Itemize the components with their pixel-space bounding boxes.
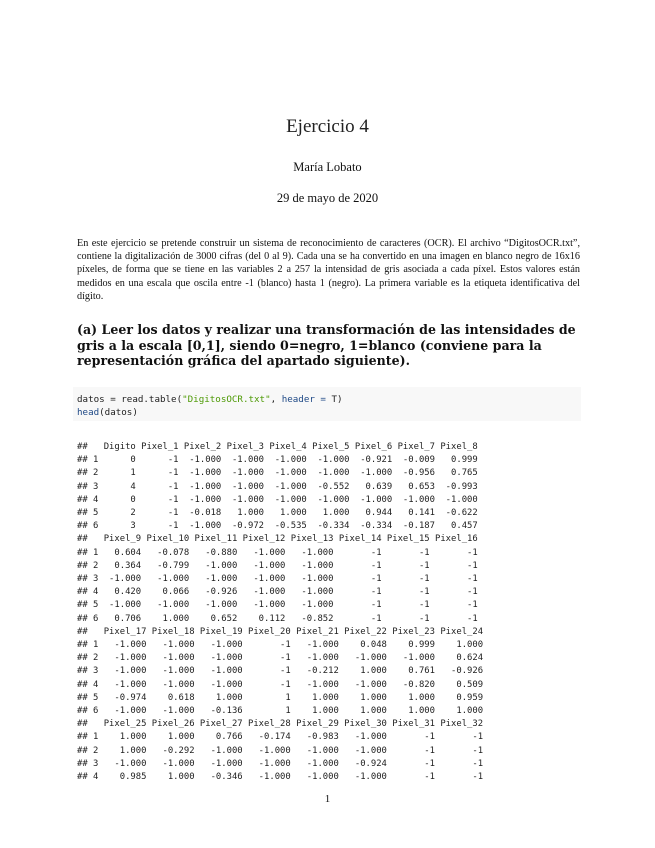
- output-line: ## 2 1 -1 -1.000 -1.000 -1.000 -1.000 -1.000 -0.956 0.765: [77, 468, 478, 479]
- output-line: ## 1 0 -1 -1.000 -1.000 -1.000 -1.000 -0.921 -0.009 0.999: [77, 455, 478, 466]
- output-line: ## 5 2 -1 -0.018 1.000 1.000 1.000 0.944 0.141 -0.622: [77, 508, 478, 519]
- output-line: ## 3 4 -1 -1.000 -1.000 -1.000 -0.552 0.639 0.653 -0.993: [77, 481, 478, 492]
- output-line: ## Pixel_17 Pixel_18 Pixel_19 Pixel_20 Pixel_21 Pixel_22 Pixel_23 Pixel_24: [77, 626, 484, 637]
- document-author: María Lobato: [293, 160, 362, 174]
- output-line: ## 1 -1.000 -1.000 -1.000 -1 -1.000 0.048 0.999 1.000: [77, 640, 484, 651]
- r-output-table: [77, 441, 483, 784]
- output-line: ## 4 -1.000 -1.000 -1.000 -1 -1.000 -1.000 -0.820 0.509: [77, 679, 484, 690]
- output-line: ## 2 0.364 -0.799 -1.000 -1.000 -1.000 -1 -1 -1: [77, 560, 478, 571]
- output-line: ## 4 0.985 1.000 -0.346 -1.000 -1.000 -1.000 -1 -1: [77, 772, 484, 783]
- output-line: ## 1 1.000 1.000 0.766 -0.174 -0.983 -1.000 -1 -1: [77, 732, 484, 743]
- output-line: ## 2 1.000 -0.292 -1.000 -1.000 -1.000 -1.000 -1 -1: [77, 745, 484, 756]
- code-text: datos = read.table(: [77, 394, 183, 405]
- document-date: 29 de mayo de 2020: [276, 191, 379, 205]
- intro-paragraph: En este ejercicio se pretende construir un sistema de reconocimiento de caracteres (OCR). El archivo “DigitosOCR.txt”, contiene la digitalización de 3000 cifras (del 0 al 9). Cada una se ha convertido en una imagen en blanco negro de 16x16 píxeles, de forma que se tiene en las variables 2 a 257 la intensidad de gris asociada a cada píxel. Estos valores están medidos en una escala que oscila entre -1 (blanco) hasta 1 (negro). La primera variable es la etiqueta identificativa del dígito.: [77, 238, 580, 302]
- code-function: head: [77, 407, 100, 418]
- output-line: ## Pixel_9 Pixel_10 Pixel_11 Pixel_12 Pixel_13 Pixel_14 Pixel_15 Pixel_16: [77, 534, 478, 545]
- code-text: T): [325, 394, 343, 405]
- output-line: ## 3 -1.000 -1.000 -1.000 -1.000 -1.000 -0.924 -1 -1: [77, 758, 484, 769]
- code-text: ,: [270, 394, 282, 405]
- code-text: (datos): [99, 407, 138, 418]
- code-string: "DigitosOCR.txt": [182, 394, 271, 405]
- output-line: ## 5 -1.000 -1.000 -1.000 -1.000 -1.000 -1 -1 -1: [77, 600, 478, 611]
- output-line: ## 6 3 -1 -1.000 -0.972 -0.535 -0.334 -0.334 -0.187 0.457: [77, 521, 478, 532]
- output-line: ## 6 -1.000 -1.000 -0.136 1 1.000 1.000 1.000 1.000: [77, 706, 484, 717]
- section-heading: (a) Leer los datos y realizar una transformación de las intensidades de gris a la escala [0,1], siendo 0=negro, 1=blanco (conviene para la representación gráfica del apartado siguiente).: [77, 322, 576, 369]
- output-line: ## Pixel_25 Pixel_26 Pixel_27 Pixel_28 Pixel_29 Pixel_30 Pixel_31 Pixel_32: [77, 719, 484, 730]
- output-line: ## Digito Pixel_1 Pixel_2 Pixel_3 Pixel_4 Pixel_5 Pixel_6 Pixel_7 Pixel_8: [77, 442, 478, 452]
- output-line: ## 3 -1.000 -1.000 -1.000 -1 -0.212 1.000 0.761 -0.926: [77, 666, 484, 677]
- output-line: ## 1 0.604 -0.078 -0.880 -1.000 -1.000 -1 -1 -1: [77, 547, 478, 558]
- output-line: ## 2 -1.000 -1.000 -1.000 -1 -1.000 -1.000 -1.000 0.624: [77, 653, 484, 664]
- output-line: ## 6 0.706 1.000 0.652 0.112 -0.852 -1 -1 -1: [77, 613, 478, 624]
- output-line: ## 4 0 -1 -1.000 -1.000 -1.000 -1.000 -1.000 -1.000 -1.000: [77, 494, 478, 505]
- output-line: ## 4 0.420 0.066 -0.926 -1.000 -1.000 -1 -1 -1: [77, 587, 478, 598]
- code-block: [77, 393, 343, 419]
- page-number: 1: [324, 793, 331, 805]
- document-title: Ejercicio 4: [286, 116, 369, 137]
- code-argument: header =: [281, 394, 326, 405]
- output-line: ## 3 -1.000 -1.000 -1.000 -1.000 -1.000 -1 -1 -1: [77, 574, 478, 585]
- output-line: ## 5 -0.974 0.618 1.000 1 1.000 1.000 1.000 0.959: [77, 692, 484, 703]
